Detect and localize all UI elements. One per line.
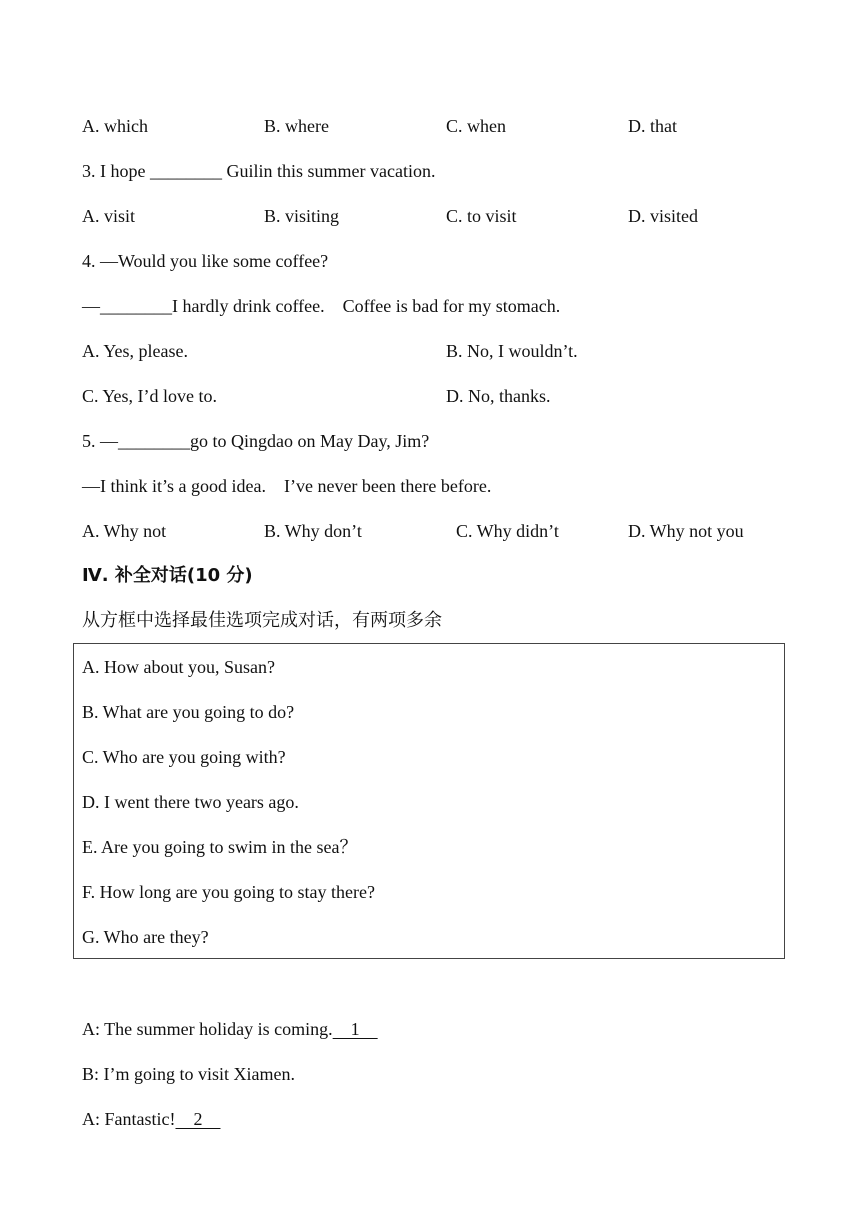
q3-stem-suffix: Guilin this summer vacation.	[221, 161, 436, 181]
q4-option-b: B. No, I wouldn’t.	[446, 341, 578, 361]
q3-option-b: B. visiting	[264, 206, 340, 226]
q5-option-d: D. Why not you	[628, 521, 744, 541]
q4-option-c: C. Yes, I’d love to.	[82, 386, 218, 406]
box-option-c: C. Who are you going with?	[82, 747, 286, 767]
q3-stem	[82, 160, 435, 182]
q4-line2-text: I hardly drink coffee. Coffee is bad for my stomach.	[172, 296, 561, 316]
q5-blank: ________	[118, 431, 190, 451]
q4-option-d: D. No, thanks.	[446, 386, 551, 406]
q3-stem-prefix: 3. I hope	[82, 161, 150, 181]
dialogue-blank-2: 2	[175, 1109, 221, 1129]
dialogue-line	[82, 1108, 220, 1130]
box-option-a: A. How about you, Susan?	[82, 657, 275, 677]
q2-option-a: A. which	[82, 116, 148, 136]
dialogue-text: A: The summer holiday is coming.	[82, 1019, 333, 1039]
q5-line2: —I think it’s a good idea. I’ve never been there before.	[82, 476, 492, 496]
q3-option-c: C. to visit	[446, 206, 517, 226]
q4-line2	[82, 295, 560, 317]
dialogue-line	[82, 1063, 295, 1085]
q2-option-c: C. when	[446, 116, 506, 136]
q5-option-a: A. Why not	[82, 521, 167, 541]
q3-option-d: D. visited	[628, 206, 698, 226]
q4-line1: 4. —Would you like some coffee?	[82, 251, 329, 271]
q2-option-d: D. that	[628, 116, 677, 136]
q2-option-b: B. where	[264, 116, 329, 136]
q4-blank: ________	[100, 296, 172, 316]
q4-dash: —	[82, 296, 100, 316]
box-option-d: D. I went there two years ago.	[82, 792, 299, 812]
q3-blank: ________	[149, 161, 222, 181]
q5-line1	[82, 430, 429, 452]
dialogue-line	[82, 1018, 378, 1040]
q4-option-a: A. Yes, please.	[82, 341, 188, 361]
q5-option-b: B. Why don’t	[264, 521, 362, 541]
q5-option-c: C. Why didn’t	[456, 521, 559, 541]
box-option-e: E. Are you going to swim in the sea？	[82, 837, 358, 857]
options-box	[73, 643, 785, 959]
q3-option-a: A. visit	[82, 206, 136, 226]
q5-number: 5. —	[82, 431, 118, 451]
section-instruction: 从方框中选择最佳选项完成对话，有两项多余	[82, 610, 442, 631]
q5-line1-text: go to Qingdao on May Day, Jim?	[190, 431, 430, 451]
dialogue-blank-1: 1	[332, 1019, 378, 1039]
section-title: Ⅳ. 补全对话(10 分)	[82, 565, 253, 586]
box-option-b: B. What are you going to do?	[82, 702, 295, 722]
box-option-g: G. Who are they?	[82, 927, 209, 947]
dialogue-text: A: Fantastic!	[82, 1109, 176, 1129]
dialogue-text: B: I’m going to visit Xiamen.	[82, 1064, 295, 1084]
box-option-f: F. How long are you going to stay there?	[82, 882, 376, 902]
